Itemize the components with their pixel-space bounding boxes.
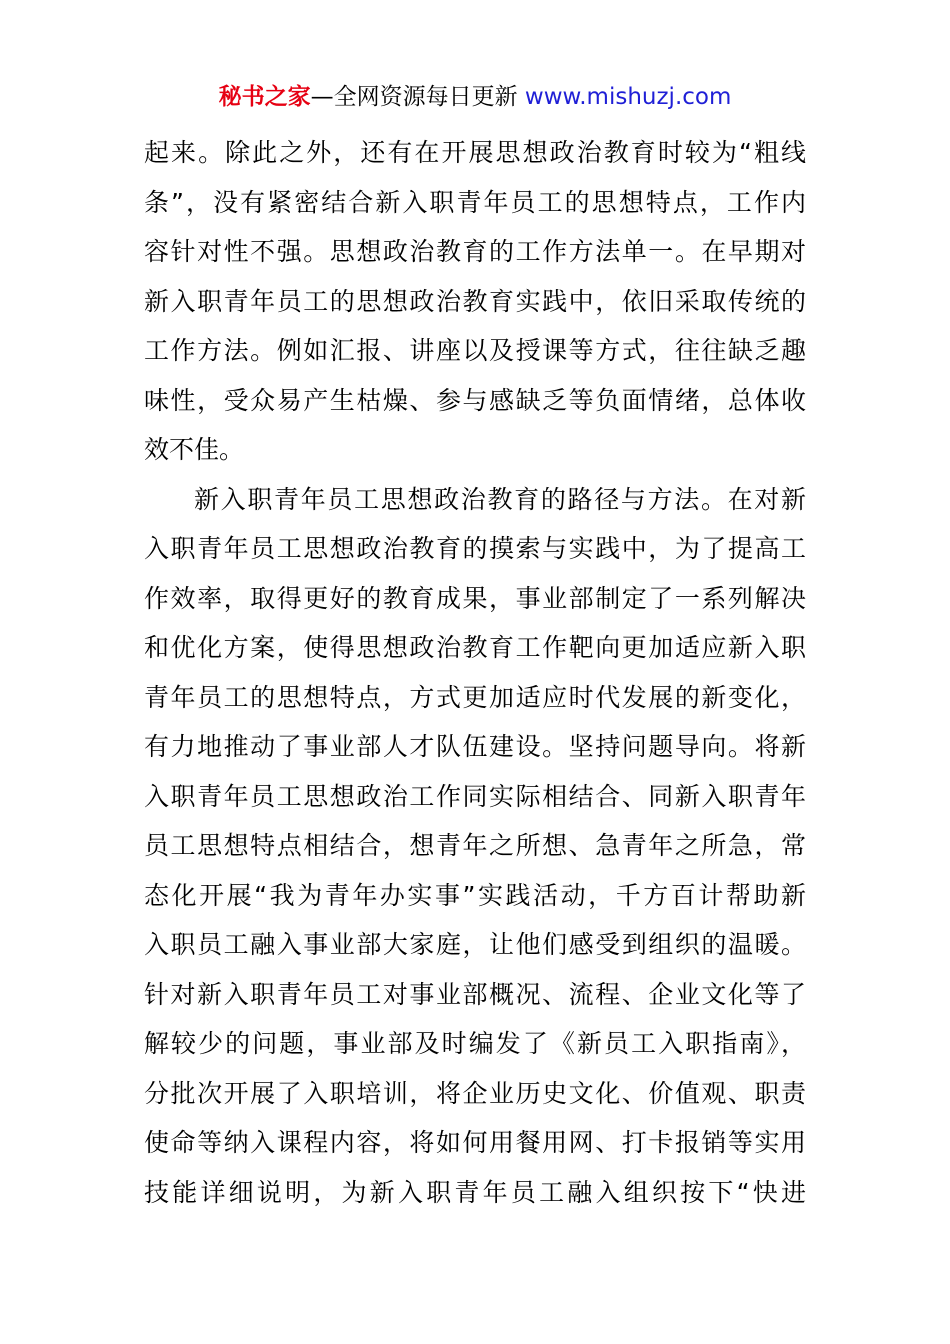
text-line: 有力地推动了事业部人才队伍建设。坚持问题导向。将新 bbox=[144, 732, 806, 761]
page-header bbox=[0, 80, 950, 114]
text-line: 解较少的问题，事业部及时编发了《新员工入职指南》， bbox=[144, 1029, 806, 1058]
text-line: 员工思想特点相结合，想青年之所想、急青年之所急，常 bbox=[144, 831, 806, 860]
text-line: 作效率，取得更好的教育成果，事业部制定了一系列解决 bbox=[144, 583, 806, 613]
text-line: 味性，受众易产生枯燥、参与感缺乏等负面情绪，总体收 bbox=[144, 385, 806, 415]
header-tagline: —全网资源每日更新 bbox=[310, 84, 525, 110]
text-line: 分批次开展了入职培训，将企业历史文化、价值观、职责 bbox=[144, 1078, 806, 1108]
text-line: 条”，没有紧密结合新入职青年员工的思想特点，工作内 bbox=[144, 187, 806, 217]
text-line: 起来。除此之外，还有在开展思想政治教育时较为“粗线 bbox=[144, 138, 806, 167]
text-line: 针对新入职青年员工对事业部概况、流程、企业文化等了 bbox=[144, 979, 806, 1009]
text-line: 效不佳。 bbox=[144, 435, 245, 464]
text-line: 入职青年员工思想政治教育的摸索与实践中，为了提高工 bbox=[144, 534, 806, 563]
text-line: 新入职青年员工的思想政治教育实践中，依旧采取传统的 bbox=[144, 286, 806, 316]
document-body bbox=[144, 128, 806, 1217]
text-line: 和优化方案，使得思想政治教育工作靶向更加适应新入职 bbox=[144, 633, 806, 662]
text-line: 技能详细说明，为新入职青年员工融入组织按下“快进 bbox=[144, 1177, 806, 1207]
brand-name: 秘书之家 bbox=[218, 84, 311, 110]
header-url[interactable]: www.mishuzj.com bbox=[524, 84, 732, 110]
text-line: 青年员工的思想特点，方式更加适应时代发展的新变化， bbox=[144, 682, 806, 712]
text-line: 使命等纳入课程内容，将如何用餐用网、打卡报销等实用 bbox=[144, 1128, 806, 1157]
text-line: 容针对性不强。思想政治教育的工作方法单一。在早期对 bbox=[144, 237, 806, 266]
text-line: 工作方法。例如汇报、讲座以及授课等方式，往往缺乏趣 bbox=[144, 336, 806, 365]
text-line: 入职青年员工思想政治工作同实际相结合、同新入职青年 bbox=[144, 781, 806, 811]
text-line: 入职员工融入事业部大家庭，让他们感受到组织的温暖。 bbox=[144, 930, 806, 959]
text-line: 态化开展“我为青年办实事”实践活动，千方百计帮助新 bbox=[144, 880, 806, 910]
section-heading-line: 新入职青年员工思想政治教育的路径与方法。在对新 bbox=[194, 484, 806, 514]
